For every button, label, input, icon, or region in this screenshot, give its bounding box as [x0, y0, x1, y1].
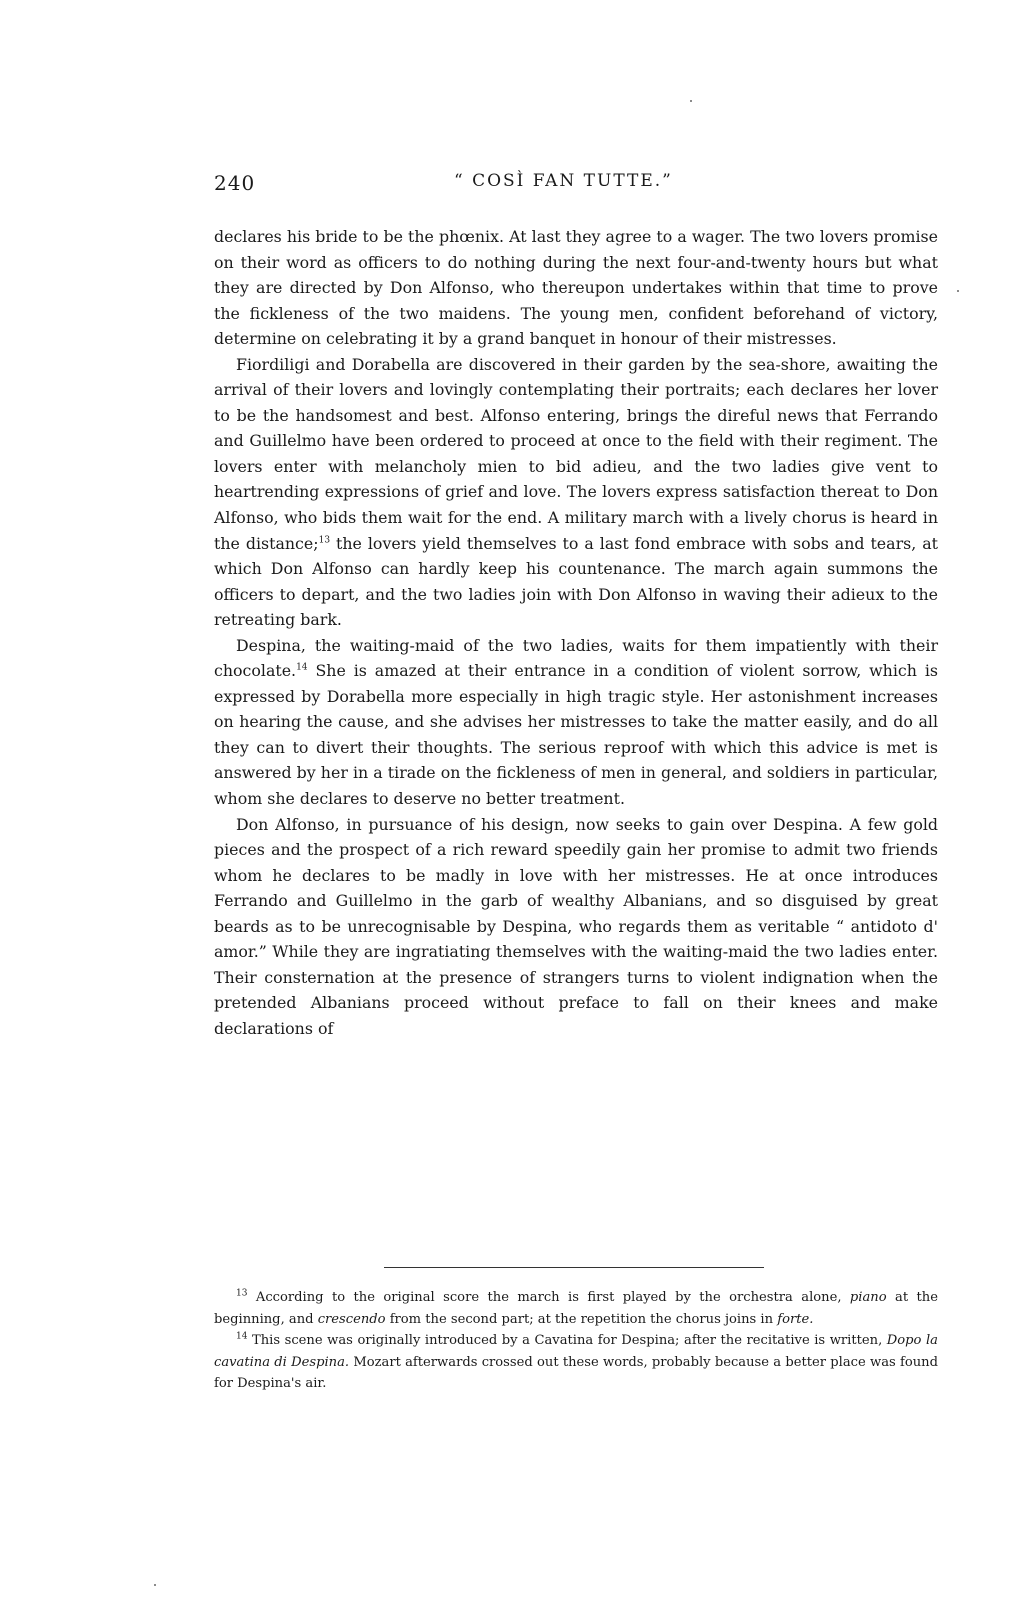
footnote-ref-14[interactable]: 14	[296, 663, 308, 674]
footnote-13-text-b: at the beginning, and	[214, 1290, 938, 1327]
running-title: “ COSÌ FAN TUTTE.”	[454, 171, 673, 191]
footnote-14-mark: 14	[236, 1331, 248, 1342]
scan-speck	[154, 1584, 156, 1586]
footnote-13-italic-piano: piano	[849, 1290, 887, 1305]
footnote-14-text-a: This scene was originally introduced by a Cavatina for Despina; after the recitative is written,	[247, 1333, 887, 1348]
footnote-14-italic-dopo: Dopo la cavatina di Despina.	[214, 1333, 938, 1370]
footnote-ref-13[interactable]: 13	[318, 535, 331, 546]
paragraph-2	[214, 352, 938, 633]
scan-speck	[957, 290, 959, 292]
footnote-14	[214, 1330, 938, 1395]
footnote-13-text-c: from the second part; at the repetition the chorus joins in	[385, 1311, 778, 1327]
footnote-14-text-b: Mozart afterwards crossed out these words, probably because a better place was found for Despina's air.	[214, 1354, 938, 1391]
footnote-13-italic-crescendo: crescendo	[317, 1311, 386, 1327]
paragraph-4	[214, 812, 938, 1042]
paragraph-3-text-b: She is amazed at their entrance in a condition of violent sorrow, which is expressed by Dorabella more especially in high tragic style. Her astonishment increases on hearing the cause, and she advises her mistresses to take the matter easily, and do all they can to divert their thoughts. The serious reproof with which this advice is met is answered by her in a tirade on the fickleness of men in general, and soldiers in particular, whom she declares to deserve no better treatment.	[214, 661, 938, 809]
page-header	[214, 171, 938, 199]
paragraph-2-text-a: Fiordiligi and Dorabella are discovered in their garden by the sea-shore, awaiting the arrival of their lovers and lovingly contemplating their portraits; each declares her lover to be the handsomest and best. Alfonso entering, brings the direful news that Ferrando and Guillelmo have been ordered to proceed at once to the field with their regiment. The lovers enter with melancholy mien to bid adieu, and the two ladies give vent to heartrending expressions of grief and love. The lovers express satisfaction thereat to Don Alfonso, who bids them wait for the end. A military march with a lively chorus is heard in the distance;	[214, 354, 938, 553]
paragraph-1	[214, 224, 938, 352]
paragraph-3-text-a: Despina, the waiting-maid of the two ladies, waits for them impatiently with their chocolate.	[214, 635, 938, 681]
footnote-13-text-a: According to the original score the march is first played by the orchestra alone,	[247, 1290, 850, 1305]
footnote-divider	[384, 1267, 764, 1268]
footnotes	[214, 1287, 938, 1395]
main-text	[214, 224, 938, 1042]
footnote-13-italic-forte: forte.	[777, 1311, 814, 1327]
paragraph-4-text: Don Alfonso, in pursuance of his design, now seeks to gain over Despina. A few gold pieces and the prospect of a rich reward speedily gain her promise to admit two friends whom he declares to be madly in love with her mistresses. He at once introduces Ferrando and Guillelmo in the garb of wealthy Albanians, and so disguised by great beards as to be unrecognisable by Despina, who regards them as veritable “ antidoto d' amor.” While they are ingratiating themselves with the waiting-maid the two ladies enter. Their consternation at the presence of strangers turns to violent indignation when the pretended Albanians proceed without preface to fall on their knees and make declarations of	[214, 814, 938, 1038]
footnote-13	[214, 1287, 938, 1330]
paragraph-1-text: declares his bride to be the phœnix. At last they agree to a wager. The two lovers promise on their word as officers to do nothing during the next four-and-twenty hours but what they are directed by Don Alfonso, who thereupon undertakes within that time to prove the fickleness of the two maidens. The young men, confident beforehand of victory, determine on celebrating it by a grand banquet in honour of their mistresses.	[214, 227, 938, 349]
paragraph-2-text-b: the lovers yield themselves to a last fond embrace with sobs and tears, at which Don Alfonso can hardly keep his countenance. The march again summons the officers to depart, and the two ladies join with Don Alfonso in waving their adieux to the retreating bark.	[214, 533, 938, 630]
page-number: 240	[214, 171, 256, 195]
footnote-13-mark: 13	[236, 1288, 248, 1299]
paragraph-3	[214, 633, 938, 812]
scan-speck	[690, 100, 692, 102]
